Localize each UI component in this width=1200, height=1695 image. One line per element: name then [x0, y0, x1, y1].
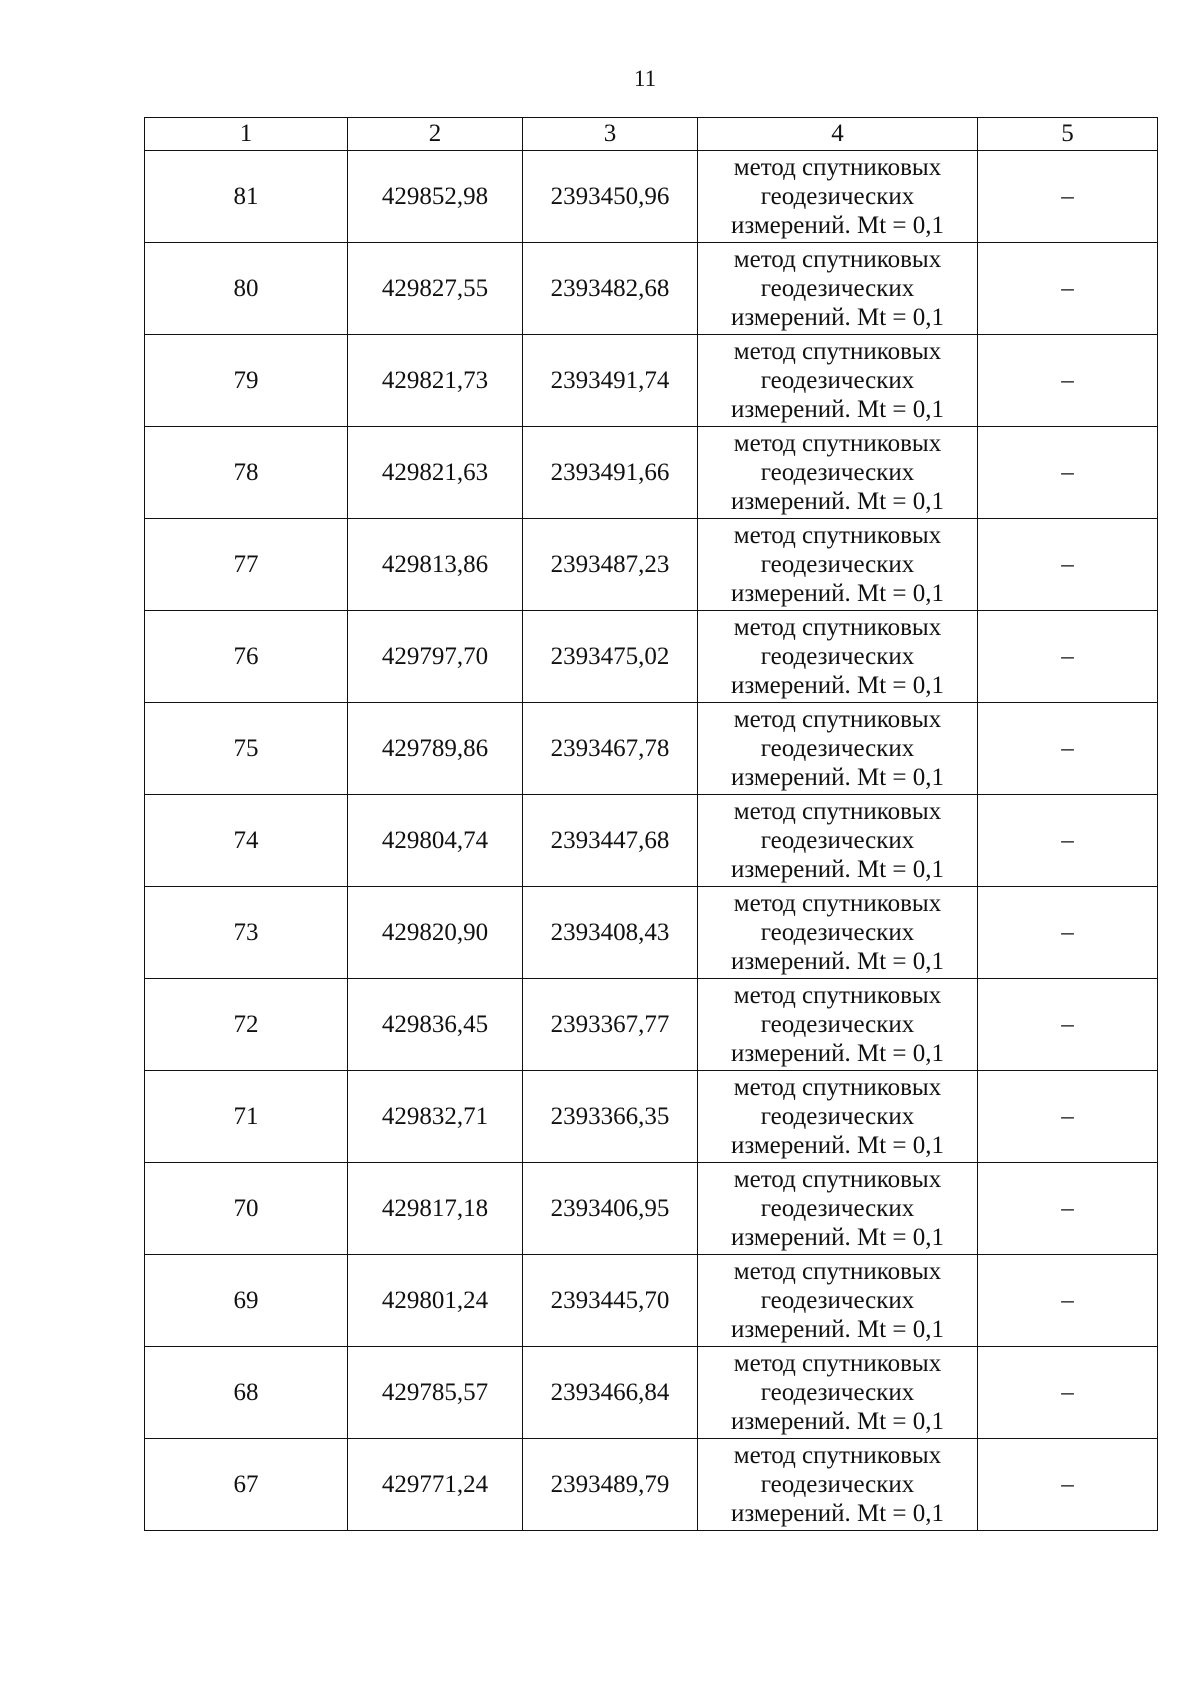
method-line: геодезических [760, 919, 915, 946]
method-cell [698, 243, 978, 335]
point-number-cell: 76 [145, 611, 348, 703]
x-coordinate-cell: 429771,24 [348, 1439, 523, 1531]
note-cell: – [978, 979, 1158, 1071]
x-coordinate-cell: 429817,18 [348, 1163, 523, 1255]
table-row [145, 427, 1158, 519]
table-row [145, 519, 1158, 611]
x-coordinate-cell: 429821,63 [348, 427, 523, 519]
method-line: измерений. Mt = 0,1 [730, 672, 945, 699]
table-header [145, 118, 1158, 151]
y-coordinate-cell: 2393489,79 [523, 1439, 698, 1531]
method-line: геодезических [760, 1287, 915, 1314]
y-coordinate-cell: 2393491,66 [523, 427, 698, 519]
method-line: метод спутниковых [733, 1258, 942, 1285]
note-cell: – [978, 243, 1158, 335]
y-coordinate-cell: 2393450,96 [523, 151, 698, 243]
method-line: геодезических [760, 275, 915, 302]
method-line: измерений. Mt = 0,1 [730, 212, 945, 239]
y-coordinate-cell: 2393467,78 [523, 703, 698, 795]
table-row [145, 151, 1158, 243]
method-cell [698, 887, 978, 979]
y-coordinate-cell: 2393447,68 [523, 795, 698, 887]
y-coordinate-cell: 2393475,02 [523, 611, 698, 703]
method-line: измерений. Mt = 0,1 [730, 488, 945, 515]
note-cell: – [978, 1071, 1158, 1163]
x-coordinate-cell: 429801,24 [348, 1255, 523, 1347]
method-line: геодезических [760, 735, 915, 762]
point-number-cell: 80 [145, 243, 348, 335]
method-line: метод спутниковых [733, 706, 942, 733]
method-cell [698, 611, 978, 703]
table-row [145, 795, 1158, 887]
table-row [145, 335, 1158, 427]
note-cell: – [978, 335, 1158, 427]
point-number-cell: 67 [145, 1439, 348, 1531]
page-number: 11 [633, 66, 657, 91]
method-cell [698, 427, 978, 519]
x-coordinate-cell: 429804,74 [348, 795, 523, 887]
method-line: метод спутниковых [733, 890, 942, 917]
method-line: геодезических [760, 1379, 915, 1406]
x-coordinate-cell: 429820,90 [348, 887, 523, 979]
table-row [145, 1071, 1158, 1163]
table-row [145, 611, 1158, 703]
point-number-cell: 72 [145, 979, 348, 1071]
method-cell [698, 979, 978, 1071]
y-coordinate-cell: 2393482,68 [523, 243, 698, 335]
method-cell [698, 703, 978, 795]
method-cell [698, 519, 978, 611]
note-cell: – [978, 1347, 1158, 1439]
note-cell: – [978, 151, 1158, 243]
point-number-cell: 78 [145, 427, 348, 519]
table-row [145, 1163, 1158, 1255]
point-number-cell: 73 [145, 887, 348, 979]
y-coordinate-cell: 2393367,77 [523, 979, 698, 1071]
method-cell [698, 1347, 978, 1439]
note-cell: – [978, 795, 1158, 887]
method-line: измерений. Mt = 0,1 [730, 1224, 945, 1251]
x-coordinate-cell: 429852,98 [348, 151, 523, 243]
x-coordinate-cell: 429797,70 [348, 611, 523, 703]
method-line: измерений. Mt = 0,1 [730, 856, 945, 883]
note-cell: – [978, 887, 1158, 979]
note-cell: – [978, 611, 1158, 703]
x-coordinate-cell: 429832,71 [348, 1071, 523, 1163]
method-line: геодезических [760, 1011, 915, 1038]
method-line: измерений. Mt = 0,1 [730, 1132, 945, 1159]
table-row [145, 887, 1158, 979]
x-coordinate-cell: 429789,86 [348, 703, 523, 795]
note-cell: – [978, 1255, 1158, 1347]
column-header: 4 [698, 118, 978, 151]
method-line: измерений. Mt = 0,1 [730, 1500, 945, 1527]
table-row [145, 979, 1158, 1071]
method-line: метод спутниковых [733, 246, 942, 273]
point-number-cell: 77 [145, 519, 348, 611]
method-line: геодезических [760, 183, 915, 210]
method-line: геодезических [760, 1471, 915, 1498]
column-header: 1 [145, 118, 348, 151]
method-cell [698, 151, 978, 243]
point-number-cell: 79 [145, 335, 348, 427]
method-line: геодезических [760, 551, 915, 578]
method-line: измерений. Mt = 0,1 [730, 396, 945, 423]
method-line: метод спутниковых [733, 430, 942, 457]
method-line: метод спутниковых [733, 338, 942, 365]
point-number-cell: 75 [145, 703, 348, 795]
note-cell: – [978, 1439, 1158, 1531]
table-row [145, 703, 1158, 795]
x-coordinate-cell: 429821,73 [348, 335, 523, 427]
x-coordinate-cell: 429836,45 [348, 979, 523, 1071]
coordinates-table [144, 117, 1158, 1531]
y-coordinate-cell: 2393466,84 [523, 1347, 698, 1439]
method-cell [698, 1439, 978, 1531]
method-line: измерений. Mt = 0,1 [730, 304, 945, 331]
column-header: 5 [978, 118, 1158, 151]
point-number-cell: 71 [145, 1071, 348, 1163]
table-row [145, 1255, 1158, 1347]
note-cell: – [978, 427, 1158, 519]
point-number-cell: 68 [145, 1347, 348, 1439]
table-row [145, 1347, 1158, 1439]
method-cell [698, 795, 978, 887]
point-number-cell: 74 [145, 795, 348, 887]
note-cell: – [978, 519, 1158, 611]
method-line: измерений. Mt = 0,1 [730, 948, 945, 975]
y-coordinate-cell: 2393408,43 [523, 887, 698, 979]
method-line: измерений. Mt = 0,1 [730, 764, 945, 791]
method-line: метод спутниковых [733, 522, 942, 549]
method-line: метод спутниковых [733, 1074, 942, 1101]
y-coordinate-cell: 2393491,74 [523, 335, 698, 427]
point-number-cell: 69 [145, 1255, 348, 1347]
method-line: измерений. Mt = 0,1 [730, 1408, 945, 1435]
y-coordinate-cell: 2393445,70 [523, 1255, 698, 1347]
method-line: измерений. Mt = 0,1 [730, 1040, 945, 1067]
x-coordinate-cell: 429827,55 [348, 243, 523, 335]
method-cell [698, 1255, 978, 1347]
table-row [145, 1439, 1158, 1531]
y-coordinate-cell: 2393366,35 [523, 1071, 698, 1163]
y-coordinate-cell: 2393406,95 [523, 1163, 698, 1255]
table-row [145, 243, 1158, 335]
method-cell [698, 335, 978, 427]
method-line: метод спутниковых [733, 798, 942, 825]
method-line: измерений. Mt = 0,1 [730, 580, 945, 607]
method-line: метод спутниковых [733, 1442, 942, 1469]
method-line: геодезических [760, 827, 915, 854]
method-line: метод спутниковых [733, 982, 942, 1009]
method-cell [698, 1163, 978, 1255]
method-cell [698, 1071, 978, 1163]
method-line: геодезических [760, 1103, 915, 1130]
method-line: геодезических [760, 643, 915, 670]
method-line: метод спутниковых [733, 1166, 942, 1193]
header-row [145, 118, 1158, 151]
method-line: метод спутниковых [733, 1350, 942, 1377]
method-line: геодезических [760, 1195, 915, 1222]
method-line: геодезических [760, 459, 915, 486]
point-number-cell: 70 [145, 1163, 348, 1255]
x-coordinate-cell: 429813,86 [348, 519, 523, 611]
table-body [145, 151, 1158, 1531]
method-line: метод спутниковых [733, 154, 942, 181]
y-coordinate-cell: 2393487,23 [523, 519, 698, 611]
method-line: геодезических [760, 367, 915, 394]
column-header: 3 [523, 118, 698, 151]
column-header: 2 [348, 118, 523, 151]
note-cell: – [978, 1163, 1158, 1255]
x-coordinate-cell: 429785,57 [348, 1347, 523, 1439]
method-line: метод спутниковых [733, 614, 942, 641]
point-number-cell: 81 [145, 151, 348, 243]
method-line: измерений. Mt = 0,1 [730, 1316, 945, 1343]
note-cell: – [978, 703, 1158, 795]
